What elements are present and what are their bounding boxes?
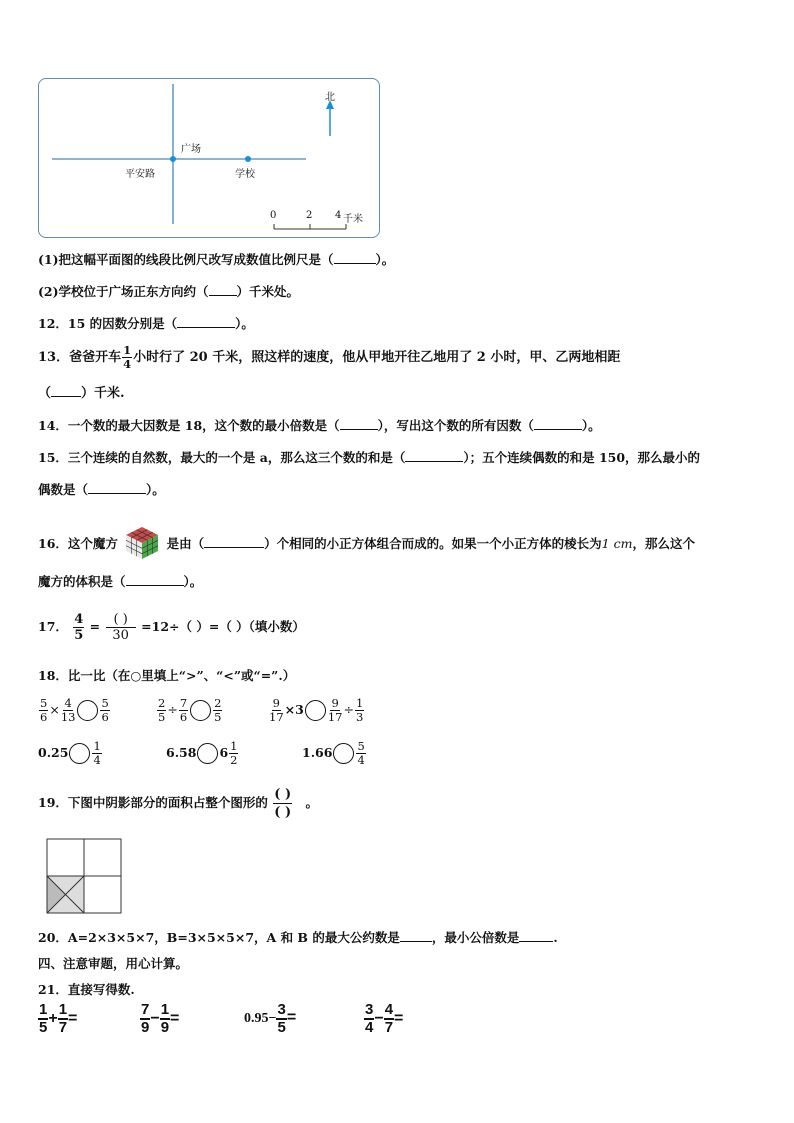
plaza-dot (170, 156, 176, 162)
q18-item-4: 0.25 $\frac{1}{4}$ (38, 739, 101, 767)
q14-blank1[interactable] (340, 429, 378, 430)
scale-tick-0: 0 (270, 210, 277, 221)
school-dot (245, 156, 251, 162)
rubiks-cube-icon (124, 525, 160, 564)
q21-item-4: $\frac{3}{4}$ − $\frac{4}{7}$ = (365, 1001, 404, 1036)
q20: 20．A=2×3×5×7，B=3×5×5×7，A 和 B 的最大公约数是 ，最小公倍数是 . (38, 930, 558, 945)
compare-circle[interactable] (305, 700, 326, 721)
q16-blank2[interactable] (126, 585, 184, 586)
q18-title: 18．比一比（在○里填上“>”、“<”或“=”.） (38, 668, 296, 683)
q19: 19．下图中阴影部分的面积占整个图形的 $\frac{( )}{( )}$ 。 (38, 787, 318, 820)
q19-answer-fraction[interactable]: $\frac{( )}{( )}$ (274, 787, 292, 820)
q21-title: 21．直接写得数. (38, 982, 135, 997)
q14-blank2[interactable] (534, 429, 582, 430)
scale-tick-2: 2 (306, 210, 313, 221)
q14: 14．一个数的最大因数是 18，这个数的最小倍数是（ ），写出这个数的所有因数（ ）。 (38, 418, 601, 433)
q18-item-5: 6.58 6 $\frac{1}{2}$ (166, 739, 238, 767)
road-label: 平安路 (125, 169, 155, 180)
plaza-label: 广场 (181, 144, 201, 155)
compare-circle[interactable] (190, 700, 211, 721)
q11-blank1[interactable] (334, 263, 376, 264)
q11-blank2[interactable] (209, 295, 237, 296)
q21-item-1: $\frac{1}{5}$ + $\frac{1}{7}$ = (39, 1001, 78, 1036)
q15-line2: 偶数是（ ）。 (38, 482, 165, 497)
q13-fraction: $\frac{1}{4}$ (123, 343, 132, 371)
q19-grid-figure (46, 838, 122, 914)
q18-item-1: $\frac{5}{6}$ × $\frac{4}{13}$ $\frac{5}{6}$ (40, 696, 109, 724)
scale-unit: 千米 (343, 214, 363, 225)
q20-blank2[interactable] (519, 941, 553, 942)
q21-item-2: $\frac{7}{9}$ − $\frac{1}{9}$ = (141, 1001, 180, 1036)
q13-line1: 13．爸爸开车 $\frac{1}{4}$ 小时行了 20 千米，照这样的速度，他从甲地开往乙地用了 2 小时，甲、乙两地相距 (38, 343, 621, 371)
q16-blank1[interactable] (204, 547, 264, 548)
q18-item-3: $\frac{9}{17}$ ×3 $\frac{9}{17}$ ÷ $\frac{1}{3}$ (269, 696, 364, 724)
q15-blank1[interactable] (405, 461, 463, 462)
compare-circle[interactable] (69, 743, 90, 764)
map-figure (38, 78, 380, 238)
compare-circle[interactable] (77, 700, 98, 721)
compare-circle[interactable] (333, 743, 354, 764)
section-4-heading: 四、注意审题，用心计算。 (38, 956, 189, 971)
north-label: 北 (325, 92, 335, 103)
q18-item-2: $\frac{2}{5}$ ÷ $\frac{7}{6}$ $\frac{2}{5}$ (158, 696, 222, 724)
scale-tick-4: 4 (335, 210, 342, 221)
q11-part1: (1)把这幅平面图的线段比例尺改写成数值比例尺是（ ）。 (38, 252, 395, 267)
q17: 17． $\frac{4}{5}$ = $\frac{( )}{30}$ =12÷（ ）=（ ）（填小数） (38, 612, 305, 643)
q21-item-3: 0.95− $\frac{3}{5}$ = (244, 1001, 297, 1036)
q15-line1: 15．三个连续的自然数，最大的一个是 a，那么这三个数的和是（ ）；五个连续偶数的和是 150，那么最小的 (38, 450, 701, 465)
q13-line2: （ ）千米. (38, 386, 125, 401)
q15-blank2[interactable] (88, 493, 146, 494)
q12: 12．15 的因数分别是（ ）。 (38, 316, 254, 331)
q13-blank[interactable] (51, 396, 81, 397)
q11-part2: (2)学校位于广场正东方向约（ ）千米处。 (38, 284, 300, 299)
q16-line1: 16．这个魔方 是由（ ）个相同的小正方体组合而成的。如果一个小正方体的棱长为1 cm，那么这个 (38, 525, 695, 564)
q16-line2: 魔方的体积是（ ）。 (38, 574, 203, 589)
q18-item-6: 1.66 $\frac{5}{4}$ (302, 739, 365, 767)
school-label: 学校 (235, 169, 255, 180)
q20-blank1[interactable] (400, 941, 432, 942)
q12-blank[interactable] (177, 327, 235, 328)
compare-circle[interactable] (197, 743, 218, 764)
